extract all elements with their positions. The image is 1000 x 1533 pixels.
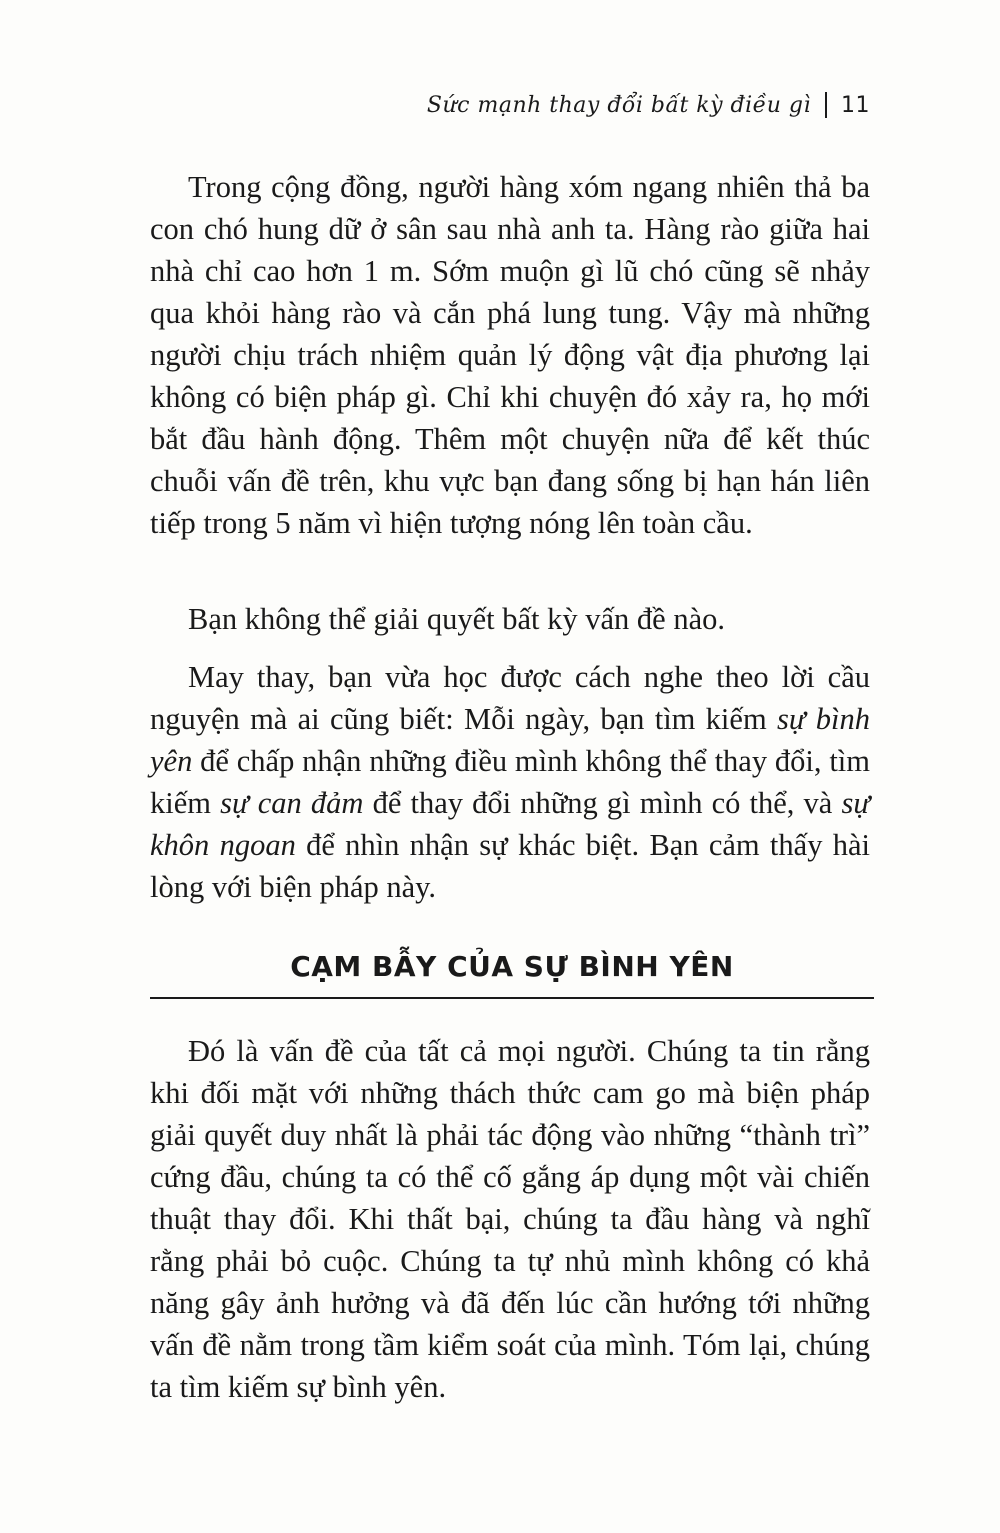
paragraph-seek-serenity: Đó là vấn đề của tất cả mọi người. Chúng ta tin rằng khi đối mặt với những thách thức cam go mà biện pháp giải quyết duy nhất là phải tác động vào những “thành trì” cứng đầu, chúng ta có thể cố gắng áp dụng một vài chiến thuật thay đổi. Khi thất bại, chúng ta đầu hàng và nghĩ rằng phải bỏ cuộc. Chúng ta tự nhủ mình không có khả năng gây ảnh hưởng và đã đến lúc cần hướng tới những vấn đề nằm trong tầm kiểm soát của mình. Tóm lại, chúng ta tìm kiếm sự bình yên. bbox=[150, 1034, 870, 1404]
paragraph-block-1 bbox=[150, 166, 870, 558]
paragraph-block-4 bbox=[150, 1030, 870, 1422]
prayer-text-1: May thay, bạn vừa học được cách nghe theo lời cầu nguyện mà ai cũng biết: Mỗi ngày, bạn tìm kiếm bbox=[150, 660, 870, 736]
prayer-text-4: để nhìn nhận sự khác biệt. Bạn cảm thấy hài lòng với biện pháp này. bbox=[150, 828, 870, 904]
emphasis-serenity: sự bình yên bbox=[150, 702, 870, 778]
section-heading: CẠM BẪY CỦA SỰ BÌNH YÊN bbox=[150, 950, 874, 999]
paragraph-block-2 bbox=[150, 598, 870, 654]
emphasis-wisdom: sự khôn ngoan bbox=[150, 786, 870, 862]
paragraph-block-3 bbox=[150, 656, 870, 922]
emphasis-courage: sự can đảm bbox=[220, 786, 364, 820]
prayer-text-2: để chấp nhận những điều mình không thể thay đổi, tìm kiếm bbox=[150, 744, 870, 820]
paragraph-neighbor-dogs: Trong cộng đồng, người hàng xóm ngang nhiên thả ba con chó hung dữ ở sân sau nhà anh ta. Hàng rào giữa hai nhà chỉ cao hơn 1 m. Sớm muộn gì lũ chó cũng sẽ nhảy qua khỏi hàng rào và cắn phá lung tung. Vậy mà những người chịu trách nhiệm quản lý động vật địa phương lại không có biện pháp gì. Chỉ khi chuyện đó xảy ra, họ mới bắt đầu hành động. Thêm một chuyện nữa để kết thúc chuỗi vấn đề trên, khu vực bạn đang sống bị hạn hán liên tiếp trong 5 năm vì hiện tượng nóng lên toàn cầu. bbox=[150, 170, 870, 540]
page-number: 11 bbox=[841, 92, 870, 118]
header-separator bbox=[825, 92, 827, 118]
running-header bbox=[427, 92, 870, 118]
paragraph-cannot-solve: Bạn không thể giải quyết bất kỳ vấn đề nào. bbox=[188, 602, 726, 636]
running-title: Sức mạnh thay đổi bất kỳ điều gì bbox=[426, 92, 811, 118]
prayer-text-3: để thay đổi những gì mình có thể, và bbox=[363, 786, 842, 820]
paragraph-serenity-prayer bbox=[150, 656, 870, 908]
